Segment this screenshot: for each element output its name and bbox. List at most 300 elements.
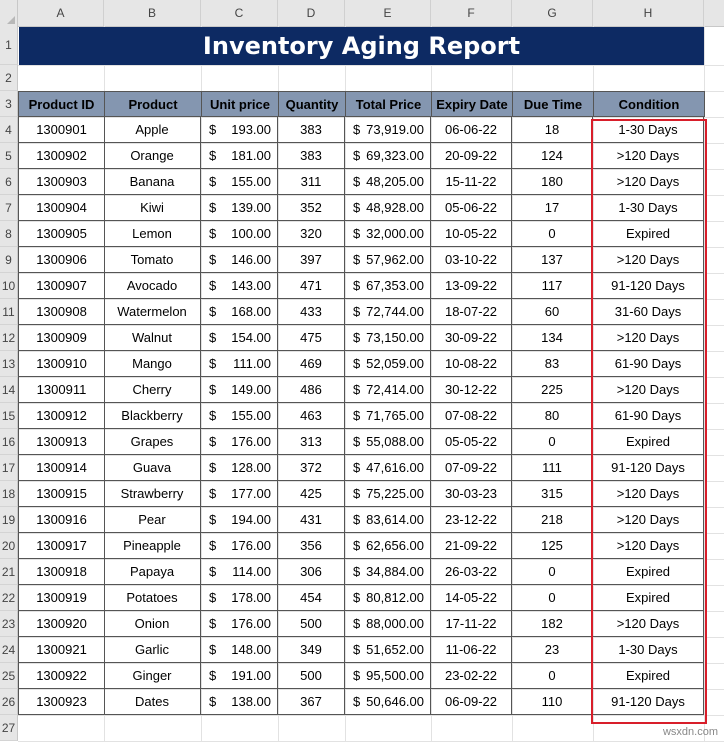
cell-expiry-date[interactable]: 23-12-22: [431, 507, 512, 533]
cell-total-price[interactable]: [345, 117, 431, 143]
cell-unit-price[interactable]: [201, 689, 278, 715]
cell-due-time[interactable]: 137: [512, 247, 593, 273]
cell-condition[interactable]: 91-120 Days: [593, 455, 704, 481]
cell-product[interactable]: Pear: [104, 507, 201, 533]
cell-product-id[interactable]: 1300919: [18, 585, 105, 611]
cell-due-time[interactable]: 0: [512, 559, 593, 585]
cell-product[interactable]: Mango: [104, 351, 201, 377]
amount-value: 52,059.00: [366, 356, 424, 371]
header-quantity[interactable]: Quantity: [278, 91, 346, 117]
cell-product-id[interactable]: 1300917: [18, 533, 105, 559]
header-expiry-date[interactable]: Expiry Date: [431, 91, 513, 117]
cell-total-price[interactable]: [345, 351, 431, 377]
currency-symbol: $: [209, 694, 217, 709]
cell-quantity[interactable]: 311: [278, 169, 345, 195]
cell-condition[interactable]: 61-90 Days: [593, 403, 704, 429]
cell-due-time[interactable]: 0: [512, 429, 593, 455]
amount-value: 193.00: [231, 122, 271, 137]
cell-total-price[interactable]: [345, 559, 431, 585]
cell-unit-price[interactable]: [201, 273, 278, 299]
cell-product-id[interactable]: 1300905: [18, 221, 105, 247]
cell-quantity[interactable]: 425: [278, 481, 345, 507]
cell-condition[interactable]: >120 Days: [593, 247, 704, 273]
currency-symbol: $: [353, 564, 361, 579]
cell-unit-price[interactable]: [201, 377, 278, 403]
gridline-vertical: [704, 26, 705, 742]
amount-value: 143.00: [231, 278, 271, 293]
cell-due-time[interactable]: 60: [512, 299, 593, 325]
cell-due-time[interactable]: 111: [512, 455, 593, 481]
amount-value: 73,919.00: [366, 122, 424, 137]
cell-due-time[interactable]: 125: [512, 533, 593, 559]
currency-symbol: $: [209, 642, 217, 657]
cell-product-id[interactable]: 1300918: [18, 559, 105, 585]
currency-symbol: $: [209, 252, 217, 267]
cell-product-id[interactable]: 1300913: [18, 429, 105, 455]
cell-product-id[interactable]: 1300910: [18, 351, 105, 377]
cell-product[interactable]: Blackberry: [104, 403, 201, 429]
cell-condition[interactable]: >120 Days: [593, 611, 704, 637]
amount-value: 128.00: [231, 460, 271, 475]
amount-value: 48,205.00: [366, 174, 424, 189]
row-header-8[interactable]: 8: [0, 221, 18, 247]
cell-quantity[interactable]: 313: [278, 429, 345, 455]
cell-condition[interactable]: 91-120 Days: [593, 689, 704, 715]
cell-quantity[interactable]: 383: [278, 117, 345, 143]
cell-expiry-date[interactable]: 05-06-22: [431, 195, 512, 221]
cell-due-time[interactable]: 110: [512, 689, 593, 715]
select-all-corner[interactable]: [0, 0, 18, 26]
amount-value: 62,656.00: [366, 538, 424, 553]
cell-product[interactable]: Lemon: [104, 221, 201, 247]
row-header-9[interactable]: 9: [0, 247, 18, 273]
cell-due-time[interactable]: 0: [512, 663, 593, 689]
cell-total-price[interactable]: [345, 403, 431, 429]
currency-symbol: $: [353, 122, 361, 137]
row-header-12[interactable]: 12: [0, 325, 18, 351]
row-header-25[interactable]: 25: [0, 663, 18, 689]
cell-expiry-date[interactable]: 23-02-22: [431, 663, 512, 689]
amount-value: 176.00: [231, 434, 271, 449]
cell-condition[interactable]: >120 Days: [593, 481, 704, 507]
cell-product-id[interactable]: 1300921: [18, 637, 105, 663]
row-header-4[interactable]: 4: [0, 117, 18, 143]
amount-value: 139.00: [231, 200, 271, 215]
currency-symbol: $: [353, 616, 361, 631]
cell-condition[interactable]: Expired: [593, 559, 704, 585]
cell-product[interactable]: Avocado: [104, 273, 201, 299]
amount-value: 57,962.00: [366, 252, 424, 267]
cell-unit-price[interactable]: [201, 611, 278, 637]
amount-value: 73,150.00: [366, 330, 424, 345]
column-header-d[interactable]: D: [278, 0, 345, 26]
row-header-23[interactable]: 23: [0, 611, 18, 637]
cell-condition[interactable]: 1-30 Days: [593, 637, 704, 663]
row-header-2[interactable]: 2: [0, 65, 18, 91]
cell-due-time[interactable]: 83: [512, 351, 593, 377]
amount-value: 155.00: [231, 408, 271, 423]
amount-value: 50,646.00: [366, 694, 424, 709]
cell-expiry-date[interactable]: 17-11-22: [431, 611, 512, 637]
cell-quantity[interactable]: 306: [278, 559, 345, 585]
cell-due-time[interactable]: 134: [512, 325, 593, 351]
cell-product[interactable]: Ginger: [104, 663, 201, 689]
cell-product[interactable]: Orange: [104, 143, 201, 169]
cell-quantity[interactable]: 471: [278, 273, 345, 299]
cell-unit-price[interactable]: [201, 429, 278, 455]
cell-product[interactable]: Potatoes: [104, 585, 201, 611]
cell-product[interactable]: Walnut: [104, 325, 201, 351]
cell-quantity[interactable]: 431: [278, 507, 345, 533]
row-header-19[interactable]: 19: [0, 507, 18, 533]
cell-total-price[interactable]: [345, 221, 431, 247]
cell-product-id[interactable]: 1300909: [18, 325, 105, 351]
column-header-g[interactable]: G: [512, 0, 593, 26]
column-header-e[interactable]: E: [345, 0, 431, 26]
cell-quantity[interactable]: 383: [278, 143, 345, 169]
cell-product[interactable]: Pineapple: [104, 533, 201, 559]
currency-symbol: $: [353, 590, 361, 605]
cell-product-id[interactable]: 1300922: [18, 663, 105, 689]
cell-quantity[interactable]: 372: [278, 455, 345, 481]
cell-product-id[interactable]: 1300920: [18, 611, 105, 637]
cell-due-time[interactable]: 180: [512, 169, 593, 195]
cell-condition[interactable]: >120 Days: [593, 143, 704, 169]
cell-quantity[interactable]: 500: [278, 663, 345, 689]
cell-expiry-date[interactable]: 18-07-22: [431, 299, 512, 325]
amount-value: 88,000.00: [366, 616, 424, 631]
amount-value: 148.00: [231, 642, 271, 657]
cell-total-price[interactable]: [345, 273, 431, 299]
cell-product-id[interactable]: 1300914: [18, 455, 105, 481]
amount-value: 51,652.00: [366, 642, 424, 657]
cell-condition[interactable]: Expired: [593, 663, 704, 689]
cell-unit-price[interactable]: [201, 351, 278, 377]
amount-value: 95,500.00: [366, 668, 424, 683]
cell-expiry-date[interactable]: 30-09-22: [431, 325, 512, 351]
amount-value: 168.00: [231, 304, 271, 319]
currency-symbol: $: [353, 226, 361, 241]
column-header-h[interactable]: H: [593, 0, 704, 26]
header-due-time[interactable]: Due Time: [512, 91, 594, 117]
cell-product[interactable]: Strawberry: [104, 481, 201, 507]
currency-symbol: $: [353, 668, 361, 683]
cell-total-price[interactable]: [345, 195, 431, 221]
cell-expiry-date[interactable]: 07-08-22: [431, 403, 512, 429]
currency-symbol: $: [353, 356, 361, 371]
cell-expiry-date[interactable]: 30-03-23: [431, 481, 512, 507]
amount-value: 178.00: [231, 590, 271, 605]
cell-due-time[interactable]: 17: [512, 195, 593, 221]
cell-quantity[interactable]: 397: [278, 247, 345, 273]
column-header-c[interactable]: C: [201, 0, 278, 26]
currency-symbol: $: [209, 486, 217, 501]
row-header-18[interactable]: 18: [0, 481, 18, 507]
cell-unit-price[interactable]: [201, 663, 278, 689]
cell-product-id[interactable]: 1300901: [18, 117, 105, 143]
cell-condition[interactable]: >120 Days: [593, 169, 704, 195]
currency-symbol: $: [209, 122, 217, 137]
cell-quantity[interactable]: 475: [278, 325, 345, 351]
cell-unit-price[interactable]: [201, 143, 278, 169]
cell-expiry-date[interactable]: 07-09-22: [431, 455, 512, 481]
cell-expiry-date[interactable]: 30-12-22: [431, 377, 512, 403]
gridline-horizontal: [18, 715, 724, 716]
cell-unit-price[interactable]: [201, 533, 278, 559]
cell-product[interactable]: Dates: [104, 689, 201, 715]
cell-product[interactable]: Banana: [104, 169, 201, 195]
row-header-11[interactable]: 11: [0, 299, 18, 325]
cell-total-price[interactable]: [345, 143, 431, 169]
cell-total-price[interactable]: [345, 481, 431, 507]
row-header-22[interactable]: 22: [0, 585, 18, 611]
cell-product-id[interactable]: 1300906: [18, 247, 105, 273]
cell-quantity[interactable]: 433: [278, 299, 345, 325]
report-title: Inventory Aging Report: [19, 27, 704, 65]
currency-symbol: $: [209, 330, 217, 345]
cell-unit-price[interactable]: [201, 325, 278, 351]
amount-value: 69,323.00: [366, 148, 424, 163]
cell-product[interactable]: Cherry: [104, 377, 201, 403]
currency-symbol: $: [353, 330, 361, 345]
cell-condition[interactable]: >120 Days: [593, 533, 704, 559]
cell-quantity[interactable]: 352: [278, 195, 345, 221]
cell-expiry-date[interactable]: 26-03-22: [431, 559, 512, 585]
cell-total-price[interactable]: [345, 533, 431, 559]
gridline-horizontal: [18, 65, 724, 66]
currency-symbol: $: [209, 616, 217, 631]
cell-unit-price[interactable]: [201, 299, 278, 325]
amount-value: 55,088.00: [366, 434, 424, 449]
currency-symbol: $: [353, 460, 361, 475]
currency-symbol: $: [209, 174, 217, 189]
currency-symbol: $: [209, 304, 217, 319]
cell-due-time[interactable]: 182: [512, 611, 593, 637]
cell-unit-price[interactable]: [201, 169, 278, 195]
cell-condition[interactable]: >120 Days: [593, 377, 704, 403]
row-header-15[interactable]: 15: [0, 403, 18, 429]
cell-product-id[interactable]: 1300907: [18, 273, 105, 299]
cell-due-time[interactable]: 117: [512, 273, 593, 299]
cell-total-price[interactable]: [345, 689, 431, 715]
row-header-14[interactable]: 14: [0, 377, 18, 403]
amount-value: 72,744.00: [366, 304, 424, 319]
column-header-f[interactable]: F: [431, 0, 512, 26]
cell-quantity[interactable]: 463: [278, 403, 345, 429]
currency-symbol: $: [209, 668, 217, 683]
cell-product-id[interactable]: 1300903: [18, 169, 105, 195]
cell-expiry-date[interactable]: 11-06-22: [431, 637, 512, 663]
row-header-13[interactable]: 13: [0, 351, 18, 377]
cell-product-id[interactable]: 1300912: [18, 403, 105, 429]
cell-unit-price[interactable]: [201, 507, 278, 533]
currency-symbol: $: [209, 564, 217, 579]
cell-due-time[interactable]: 0: [512, 585, 593, 611]
cell-product-id[interactable]: 1300902: [18, 143, 105, 169]
cell-condition[interactable]: >120 Days: [593, 507, 704, 533]
cell-quantity[interactable]: 500: [278, 611, 345, 637]
amount-value: 100.00: [231, 226, 271, 241]
cell-unit-price[interactable]: [201, 585, 278, 611]
cell-unit-price[interactable]: [201, 221, 278, 247]
watermark: wsxdn.com: [662, 726, 718, 738]
cell-condition[interactable]: Expired: [593, 429, 704, 455]
cell-quantity[interactable]: 454: [278, 585, 345, 611]
cell-total-price[interactable]: [345, 299, 431, 325]
cell-due-time[interactable]: 23: [512, 637, 593, 663]
cell-due-time[interactable]: 80: [512, 403, 593, 429]
cell-total-price[interactable]: [345, 325, 431, 351]
row-header-7[interactable]: 7: [0, 195, 18, 221]
cell-expiry-date[interactable]: 06-06-22: [431, 117, 512, 143]
currency-symbol: $: [353, 486, 361, 501]
currency-symbol: $: [353, 512, 361, 527]
currency-symbol: $: [353, 434, 361, 449]
cell-unit-price[interactable]: [201, 117, 278, 143]
currency-symbol: $: [353, 642, 361, 657]
currency-symbol: $: [209, 512, 217, 527]
cell-expiry-date[interactable]: 03-10-22: [431, 247, 512, 273]
currency-symbol: $: [209, 460, 217, 475]
cell-condition[interactable]: 1-30 Days: [593, 195, 704, 221]
cell-condition[interactable]: Expired: [593, 221, 704, 247]
header-product[interactable]: Product: [104, 91, 202, 117]
cell-product[interactable]: Kiwi: [104, 195, 201, 221]
cell-product-id[interactable]: 1300911: [18, 377, 105, 403]
row-header-3[interactable]: 3: [0, 91, 18, 117]
amount-value: 48,928.00: [366, 200, 424, 215]
header-unit-price[interactable]: Unit price: [201, 91, 279, 117]
header-condition[interactable]: Condition: [593, 91, 705, 117]
header-total-price[interactable]: Total Price: [345, 91, 432, 117]
amount-value: 177.00: [231, 486, 271, 501]
cell-due-time[interactable]: 315: [512, 481, 593, 507]
cell-product-id[interactable]: 1300916: [18, 507, 105, 533]
row-header-16[interactable]: 16: [0, 429, 18, 455]
column-header-b[interactable]: B: [104, 0, 201, 26]
cell-expiry-date[interactable]: 20-09-22: [431, 143, 512, 169]
row-header-10[interactable]: 10: [0, 273, 18, 299]
cell-due-time[interactable]: 124: [512, 143, 593, 169]
cell-total-price[interactable]: [345, 611, 431, 637]
cell-expiry-date[interactable]: 10-05-22: [431, 221, 512, 247]
cell-unit-price[interactable]: [201, 481, 278, 507]
currency-symbol: $: [209, 148, 217, 163]
cell-condition[interactable]: >120 Days: [593, 325, 704, 351]
cell-product[interactable]: Onion: [104, 611, 201, 637]
cell-expiry-date[interactable]: 15-11-22: [431, 169, 512, 195]
row-header-26[interactable]: 26: [0, 689, 18, 715]
cell-unit-price[interactable]: [201, 247, 278, 273]
cell-quantity[interactable]: 349: [278, 637, 345, 663]
row-header-20[interactable]: 20: [0, 533, 18, 559]
cell-total-price[interactable]: [345, 585, 431, 611]
cell-product-id[interactable]: 1300908: [18, 299, 105, 325]
cell-condition[interactable]: 91-120 Days: [593, 273, 704, 299]
row-header-6[interactable]: 6: [0, 169, 18, 195]
cell-due-time[interactable]: 18: [512, 117, 593, 143]
currency-symbol: $: [353, 382, 361, 397]
cell-product-id[interactable]: 1300915: [18, 481, 105, 507]
cell-product[interactable]: Papaya: [104, 559, 201, 585]
cell-total-price[interactable]: [345, 377, 431, 403]
cell-quantity[interactable]: 367: [278, 689, 345, 715]
row-header-21[interactable]: 21: [0, 559, 18, 585]
cell-expiry-date[interactable]: 13-09-22: [431, 273, 512, 299]
cell-expiry-date[interactable]: 06-09-22: [431, 689, 512, 715]
cell-total-price[interactable]: [345, 637, 431, 663]
cell-condition[interactable]: 31-60 Days: [593, 299, 704, 325]
row-header-1[interactable]: 1: [0, 26, 18, 65]
amount-value: 111.00: [233, 356, 271, 371]
header-product-id[interactable]: Product ID: [18, 91, 105, 117]
cell-total-price[interactable]: [345, 455, 431, 481]
cell-expiry-date[interactable]: 05-05-22: [431, 429, 512, 455]
cell-total-price[interactable]: [345, 507, 431, 533]
cell-product[interactable]: Grapes: [104, 429, 201, 455]
cell-total-price[interactable]: [345, 247, 431, 273]
cell-due-time[interactable]: 225: [512, 377, 593, 403]
amount-value: 72,414.00: [366, 382, 424, 397]
row-header-5[interactable]: 5: [0, 143, 18, 169]
currency-symbol: $: [209, 538, 217, 553]
cell-expiry-date[interactable]: 14-05-22: [431, 585, 512, 611]
amount-value: 32,000.00: [366, 226, 424, 241]
cell-product-id[interactable]: 1300904: [18, 195, 105, 221]
cell-product[interactable]: Guava: [104, 455, 201, 481]
amount-value: 75,225.00: [366, 486, 424, 501]
cell-condition[interactable]: 61-90 Days: [593, 351, 704, 377]
currency-symbol: $: [209, 200, 217, 215]
cell-expiry-date[interactable]: 10-08-22: [431, 351, 512, 377]
amount-value: 47,616.00: [366, 460, 424, 475]
cell-condition[interactable]: Expired: [593, 585, 704, 611]
cell-product[interactable]: Tomato: [104, 247, 201, 273]
cell-unit-price[interactable]: [201, 455, 278, 481]
cell-total-price[interactable]: [345, 663, 431, 689]
currency-symbol: $: [209, 382, 217, 397]
amount-value: 176.00: [231, 616, 271, 631]
cell-unit-price[interactable]: [201, 403, 278, 429]
row-header-27[interactable]: 27: [0, 715, 18, 741]
amount-value: 181.00: [231, 148, 271, 163]
cell-product[interactable]: Apple: [104, 117, 201, 143]
cell-quantity[interactable]: 320: [278, 221, 345, 247]
cell-quantity[interactable]: 356: [278, 533, 345, 559]
cell-product[interactable]: Garlic: [104, 637, 201, 663]
cell-due-time[interactable]: 0: [512, 221, 593, 247]
cell-expiry-date[interactable]: 21-09-22: [431, 533, 512, 559]
cell-condition[interactable]: 1-30 Days: [593, 117, 704, 143]
cell-total-price[interactable]: [345, 429, 431, 455]
row-header-24[interactable]: 24: [0, 637, 18, 663]
cell-unit-price[interactable]: [201, 559, 278, 585]
cell-unit-price[interactable]: [201, 195, 278, 221]
cell-total-price[interactable]: [345, 169, 431, 195]
cell-product[interactable]: Watermelon: [104, 299, 201, 325]
amount-value: 80,812.00: [366, 590, 424, 605]
currency-symbol: $: [353, 694, 361, 709]
cell-quantity[interactable]: 486: [278, 377, 345, 403]
cell-due-time[interactable]: 218: [512, 507, 593, 533]
cell-unit-price[interactable]: [201, 637, 278, 663]
amount-value: 138.00: [231, 694, 271, 709]
column-header-a[interactable]: A: [18, 0, 104, 26]
cell-product-id[interactable]: 1300923: [18, 689, 105, 715]
cell-quantity[interactable]: 469: [278, 351, 345, 377]
row-header-17[interactable]: 17: [0, 455, 18, 481]
amount-value: 194.00: [231, 512, 271, 527]
